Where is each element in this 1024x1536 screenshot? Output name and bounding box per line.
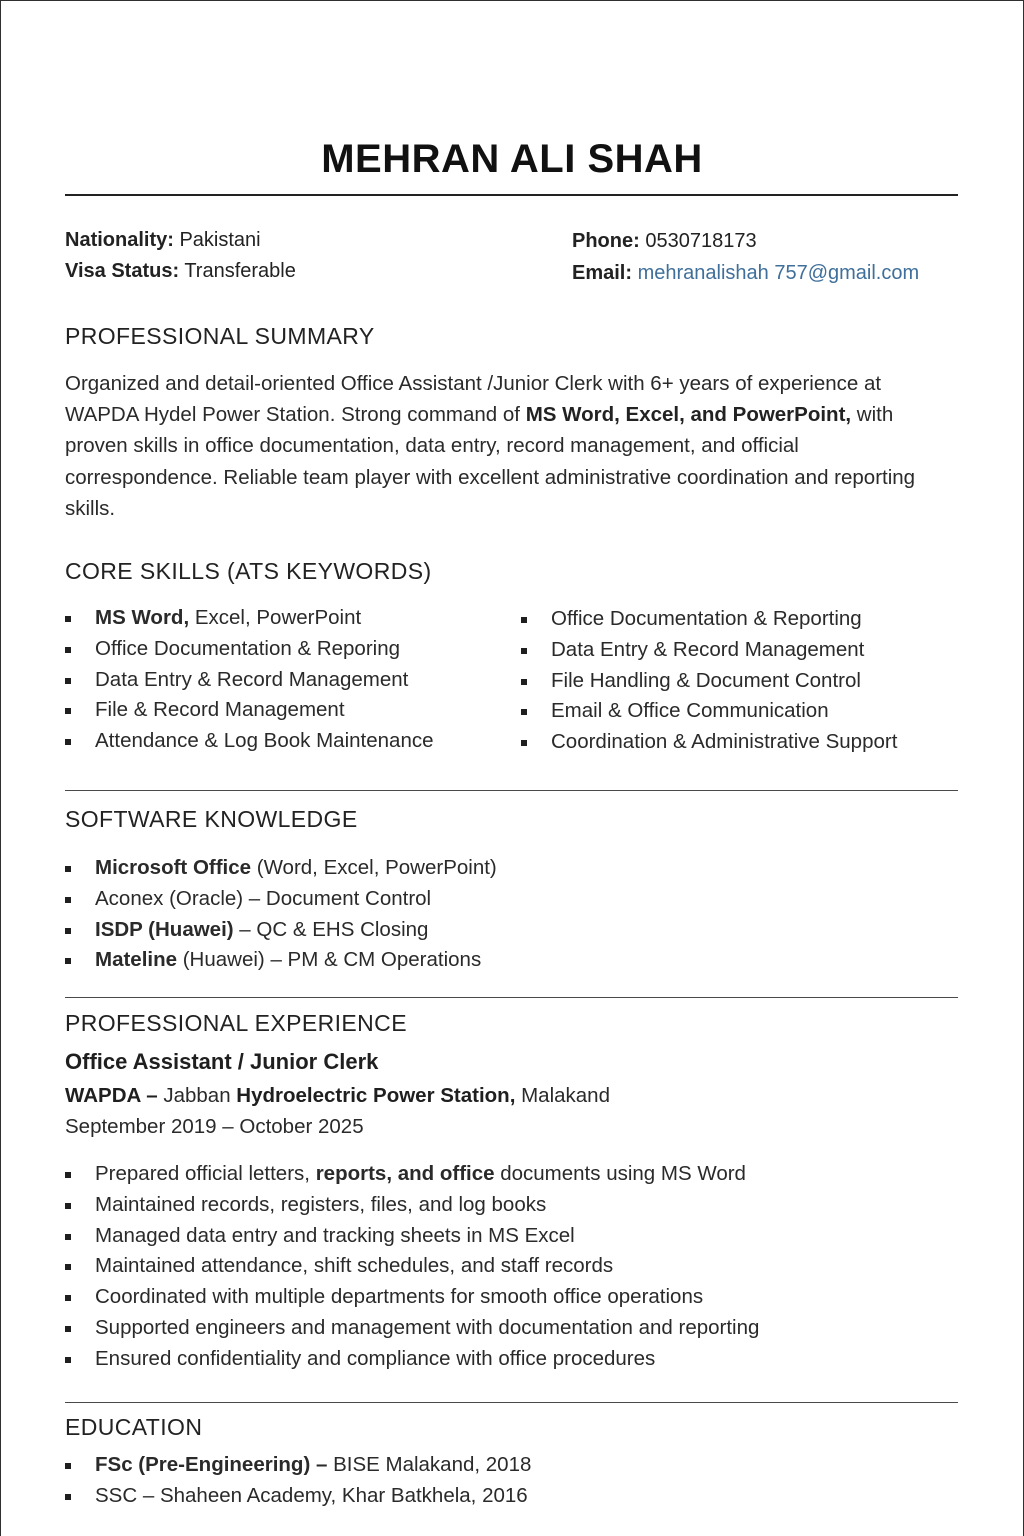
bullet-icon — [65, 616, 71, 622]
list-item — [65, 853, 497, 884]
bullet-icon — [65, 647, 71, 653]
phone-value: 0530718173 — [645, 230, 757, 252]
list-item — [65, 1251, 759, 1282]
list-item — [65, 695, 434, 726]
skill-text: File & Record Management — [95, 698, 345, 722]
core-skills-heading: CORE SKILLS (ATS KEYWORDS) — [65, 558, 432, 584]
duty-text: documents using MS Word — [494, 1162, 746, 1185]
org-mid: Jabban — [157, 1084, 237, 1107]
software-rest: (Word, Excel, PowerPoint) — [251, 856, 497, 879]
nationality-label: Nationality: — [65, 229, 174, 251]
bullet-icon — [521, 648, 527, 654]
education-rest: BISE Malakand, 2018 — [327, 1453, 532, 1476]
list-item — [65, 1282, 759, 1313]
skill-text: Data Entry & Record Management — [551, 637, 865, 661]
list-item — [65, 726, 434, 757]
bullet-icon — [65, 739, 71, 745]
software-rest: (Huawei) – PM & CM Operations — [177, 948, 482, 972]
education-heading: EDUCATION — [65, 1414, 203, 1440]
bullet-icon — [65, 866, 71, 872]
bullet-icon — [65, 1463, 71, 1469]
skill-text: Office Documentation & Reporting — [551, 607, 862, 630]
list-item — [521, 696, 897, 727]
list-item — [65, 1344, 759, 1375]
skill-text: File Handling & Document Control — [551, 668, 861, 692]
duty-text: Supported engineers and management with documentation and reporting — [95, 1315, 760, 1339]
list-item — [521, 604, 897, 635]
core-skills-right-list — [521, 604, 897, 758]
experience-heading: PROFESSIONAL EXPERIENCE — [65, 1010, 407, 1036]
bullet-icon — [521, 740, 527, 746]
education-list — [65, 1450, 531, 1512]
visa-status-label: Visa Status: — [65, 260, 180, 282]
list-item — [521, 727, 897, 758]
bullet-icon — [521, 709, 527, 715]
list-item — [65, 1159, 759, 1190]
visa-status-value: Transferable — [184, 260, 296, 282]
header-divider — [65, 194, 958, 196]
bullet-icon — [65, 1295, 71, 1301]
duties-list — [65, 1159, 759, 1375]
duty-text: Ensured confidentiality and compliance with office procedures — [95, 1346, 656, 1370]
core-skills-left-list — [65, 603, 434, 757]
email-link[interactable]: mehranalishah 757@gmail.com — [637, 262, 920, 284]
bullet-icon — [65, 958, 71, 964]
list-item — [65, 945, 497, 976]
education-bold: FSc (Pre-Engineering) – — [95, 1453, 328, 1476]
list-item — [65, 1221, 759, 1252]
skill-text: Office Documentation & Reporing — [95, 636, 401, 660]
bullet-icon — [521, 617, 527, 623]
candidate-name: MEHRAN ALI SHAH — [321, 137, 703, 181]
skill-rest: Excel, PowerPoint — [189, 606, 362, 629]
section-divider — [65, 1402, 958, 1403]
org-bold: Hydroelectric Power Station, — [236, 1084, 516, 1107]
bullet-icon — [65, 1494, 71, 1500]
email-label: Email: — [572, 262, 633, 284]
job-organization — [65, 1084, 610, 1108]
skill-text: Email & Office Communication — [551, 699, 829, 723]
phone-line — [572, 230, 757, 253]
nationality-line — [65, 229, 261, 252]
skill-text: Coordination & Administrative Support — [551, 730, 898, 754]
software-heading: SOFTWARE KNOWLEDGE — [65, 806, 358, 832]
summary-text-1: Organized and detail-oriented Office Assistant /Junior Clerk with 6+ years of experience at WAPDA Hydel Power Station. Strong command of — [65, 372, 882, 427]
list-item — [521, 635, 897, 666]
skill-bold: MS Word, — [95, 606, 190, 629]
list-item — [65, 1313, 759, 1344]
duty-bold: reports, and office — [315, 1162, 495, 1185]
bullet-icon — [65, 678, 71, 684]
job-dates: September 2019 – October 2025 — [65, 1115, 364, 1138]
list-item — [65, 1450, 531, 1481]
email-line — [572, 262, 919, 285]
duty-text: Coordinated with multiple departments for smooth office operations — [95, 1285, 704, 1309]
list-item — [65, 1481, 531, 1512]
skill-text: Attendance & Log Book Maintenance — [95, 729, 434, 753]
section-divider — [65, 790, 958, 791]
phone-label: Phone: — [572, 230, 640, 252]
bullet-icon — [65, 897, 71, 903]
visa-status-line — [65, 260, 296, 283]
org-bold: WAPDA – — [65, 1084, 158, 1107]
software-bold: Mateline — [95, 948, 178, 972]
bullet-icon — [521, 679, 527, 685]
bullet-icon — [65, 1172, 71, 1178]
summary-heading: PROFESSIONAL SUMMARY — [65, 323, 375, 349]
duty-text: Maintained attendance, shift schedules, and staff records — [95, 1254, 614, 1278]
skill-text: Data Entry & Record Management — [95, 667, 409, 691]
list-item — [65, 884, 497, 915]
summary-text-bold: MS Word, Excel, and PowerPoint, — [525, 403, 852, 427]
duty-text: Managed data entry and tracking sheets in MS Excel — [95, 1223, 575, 1247]
bullet-icon — [65, 928, 71, 934]
software-rest: Aconex (Oracle) – Document Control — [95, 886, 432, 910]
list-item — [65, 634, 434, 665]
bullet-icon — [65, 708, 71, 714]
education-rest: SSC – Shaheen Academy, Khar Batkhela, 2016 — [95, 1483, 528, 1507]
list-item — [65, 603, 434, 634]
job-title: Office Assistant / Junior Clerk — [65, 1049, 379, 1074]
bullet-icon — [65, 1203, 71, 1209]
bullet-icon — [65, 1326, 71, 1332]
duty-text: Maintained records, registers, files, and log books — [95, 1192, 547, 1216]
nationality-value: Pakistani — [179, 229, 261, 251]
org-rest: Malakand — [515, 1084, 610, 1107]
list-item — [65, 915, 497, 946]
software-bold: Microsoft Office — [95, 856, 252, 879]
software-list — [65, 853, 497, 976]
bullet-icon — [65, 1357, 71, 1363]
summary-text-2: with proven skills in office documentation, data entry, record management, and official correspondence. Reliable team player with excellent administrative coordination and reporting skills. — [65, 403, 916, 520]
bullet-icon — [65, 1264, 71, 1270]
list-item — [521, 666, 897, 697]
software-bold: ISDP (Huawei) — [95, 917, 234, 941]
duty-text: Prepared official letters, — [95, 1162, 316, 1185]
software-rest: – QC & EHS Closing — [233, 917, 429, 941]
list-item — [65, 1190, 759, 1221]
section-divider — [65, 997, 958, 998]
list-item — [65, 665, 434, 696]
bullet-icon — [65, 1234, 71, 1240]
summary-paragraph — [65, 368, 957, 524]
